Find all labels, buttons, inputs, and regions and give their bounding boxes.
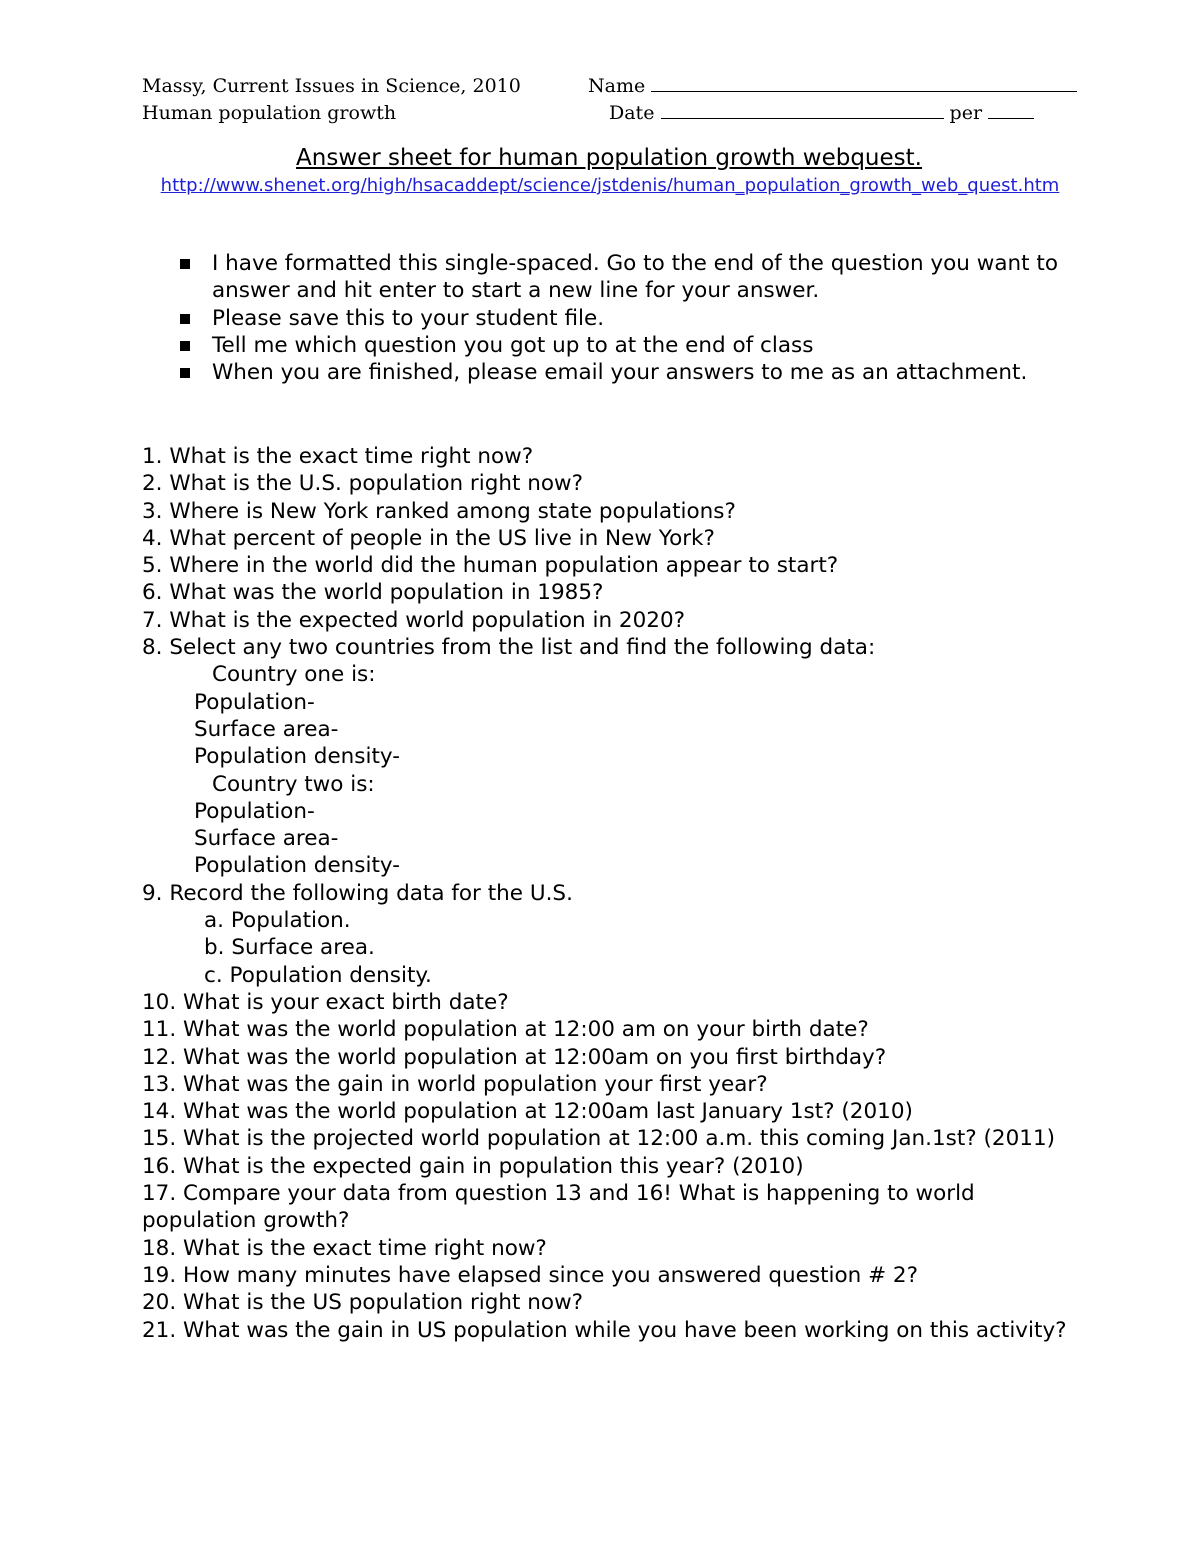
square-bullet-icon xyxy=(180,341,190,351)
question-7: 7. What is the expected world population in 2020? xyxy=(142,607,686,633)
question-21: 21. What was the gain in US population while you have been working on this activity? xyxy=(142,1317,1067,1343)
question-11: 11. What was the world population at 12:00 am on your birth date? xyxy=(142,1017,869,1043)
country-one-surface-area: Surface area- xyxy=(194,716,339,742)
question-15: 15. What is the projected world population at 12:00 a.m. this coming Jan.1st? (2011) xyxy=(142,1126,1056,1152)
question-17: 17. Compare your data from question 13 and 16! What is happening to world population growth? xyxy=(142,1181,975,1234)
instruction-item: Please save this to your student file. xyxy=(180,305,1080,332)
per-label: per xyxy=(949,102,983,124)
question-5: 5. Where in the world did the human population appear to start? xyxy=(142,553,839,579)
country-two-label: Country two is: xyxy=(212,771,375,797)
date-blank[interactable] xyxy=(661,100,944,119)
name-label: Name xyxy=(588,75,646,97)
question-1: 1. What is the exact time right now? xyxy=(142,444,534,469)
question-9b: b. Surface area. xyxy=(204,935,375,961)
question-20: 20. What is the US population right now? xyxy=(142,1290,584,1316)
country-two-density: Population density- xyxy=(194,853,401,879)
webquest-link[interactable]: http://www.shenet.org/high/hsacaddept/science/jstdenis/human_population_growth_web_quest.htm xyxy=(160,175,1060,196)
country-one-density: Population density- xyxy=(194,744,401,770)
date-field[interactable] xyxy=(609,100,1034,126)
question-16: 16. What is the expected gain in population this year? (2010) xyxy=(142,1153,804,1179)
question-14: 14. What was the world population at 12:00am last January 1st? (2010) xyxy=(142,1099,913,1125)
name-field[interactable] xyxy=(588,73,1077,99)
question-8: 8. Select any two countries from the list and find the following data: xyxy=(142,635,876,661)
page-title: Answer sheet for human population growth webquest. xyxy=(296,145,922,171)
topic-heading: Human population growth xyxy=(142,102,397,124)
instruction-item: I have formatted this single-spaced. Go to the end of the question you want to answer and hit enter to start a new line for your answer. xyxy=(180,250,1080,305)
question-6: 6. What was the world population in 1985? xyxy=(142,580,604,606)
square-bullet-icon xyxy=(180,314,190,324)
question-9: 9. Record the following data for the U.S. xyxy=(142,880,573,906)
question-2: 2. What is the U.S. population right now? xyxy=(142,471,584,497)
question-4: 4. What percent of people in the US live in New York? xyxy=(142,525,715,551)
date-label: Date xyxy=(609,102,655,124)
square-bullet-icon xyxy=(180,259,190,269)
country-two-surface-area: Surface area- xyxy=(194,826,339,852)
question-3: 3. Where is New York ranked among state populations? xyxy=(142,498,736,524)
questions-list xyxy=(142,443,1082,1344)
country-two-population: Population- xyxy=(194,798,315,824)
instruction-item: When you are finished, please email your answers to me as an attachment. xyxy=(180,359,1080,386)
name-blank[interactable] xyxy=(651,73,1077,92)
question-10: 10. What is your exact birth date? xyxy=(142,989,509,1015)
course-heading: Massy, Current Issues in Science, 2010 xyxy=(142,75,521,97)
instructions-list xyxy=(180,250,1080,386)
question-18: 18. What is the exact time right now? xyxy=(142,1235,547,1261)
square-bullet-icon xyxy=(180,368,190,378)
question-19: 19. How many minutes have elapsed since you answered question # 2? xyxy=(142,1262,919,1288)
question-12: 12. What was the world population at 12:00am on you first birthday? xyxy=(142,1044,887,1070)
question-9a: a. Population. xyxy=(204,908,351,934)
instruction-item: Tell me which question you got up to at the end of class xyxy=(180,332,1080,359)
question-13: 13. What was the gain in world population your first year? xyxy=(142,1071,768,1097)
question-9c: c. Population density. xyxy=(204,962,432,988)
per-blank[interactable] xyxy=(988,100,1034,119)
country-one-label: Country one is: xyxy=(212,662,376,688)
country-one-population: Population- xyxy=(194,689,315,715)
